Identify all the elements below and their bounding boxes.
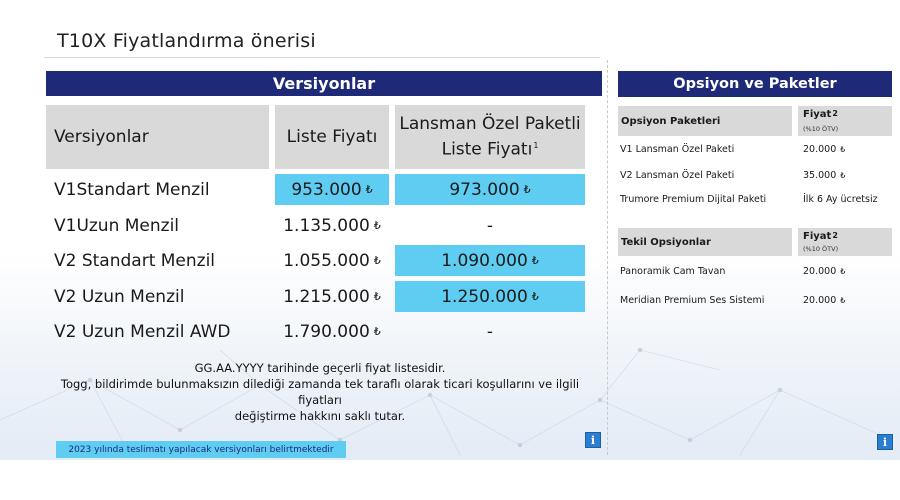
price-value: 953.000 [291, 179, 362, 200]
price-header-label: Fiyat [803, 109, 832, 120]
lira-icon: ₺ [531, 290, 539, 303]
price-value: 1.250.000 [441, 286, 528, 307]
package-name: Trumore Premium Dijital Paketi [620, 193, 767, 205]
list-item-price [803, 166, 892, 184]
launch-price-footnote: 1 [533, 140, 539, 150]
table-row-launch-price [395, 245, 585, 276]
option-price: 20.000 [803, 294, 837, 306]
price-value: 1.215.000 [283, 286, 370, 307]
column-header-versions [46, 105, 269, 169]
version-name: V2 Uzun Menzil AWD [54, 321, 231, 342]
info-icon[interactable]: i [585, 432, 601, 448]
versions-header: Versiyonlar [46, 71, 602, 96]
option-packages-label: Opsiyon Paketleri [621, 115, 721, 127]
list-item [620, 190, 796, 208]
price-value: - [486, 215, 494, 236]
price-value: 1.090.000 [441, 250, 528, 271]
price-value: - [486, 321, 494, 342]
column-header-launch-price-label [395, 114, 585, 161]
table-row-name [54, 210, 269, 241]
disclaimer-line-1: GG.AA.YYYY tarihinde geçerli fiyat listesidir. [194, 361, 446, 375]
table-row-list-price [275, 316, 389, 347]
price-value: 1.135.000 [283, 215, 370, 236]
package-price: 35.000 [803, 169, 837, 181]
list-item-price [803, 190, 892, 208]
price-value: 1.790.000 [283, 321, 370, 342]
option-name: Meridian Premium Ses Sistemi [620, 294, 765, 306]
table-row-launch-price [395, 174, 585, 205]
column-header-list-price-label: Liste Fiyatı [286, 127, 378, 147]
lira-icon: ₺ [840, 144, 846, 154]
title-underline [44, 57, 600, 58]
table-row-name [54, 281, 269, 312]
lira-icon: ₺ [840, 295, 846, 305]
delivery-note-banner [56, 441, 346, 458]
package-name: V2 Lansman Özel Paketi [620, 169, 735, 181]
table-row-list-price [275, 210, 389, 241]
lira-icon: ₺ [373, 325, 381, 338]
disclaimer-line-2: Togg, bildirimde bulunmaksızın dilediği zamanda tek taraflı olarak ticari koşullarını ve ilgili fiyatları [60, 377, 580, 407]
option-packages-header [618, 106, 792, 136]
list-item [620, 262, 796, 280]
table-row-name [54, 174, 269, 205]
lira-icon: ₺ [840, 266, 846, 276]
price-tax-note: (%10 ÖTV) [803, 245, 839, 253]
list-item-price [803, 291, 892, 309]
list-item-price [803, 140, 892, 158]
price-tax-note: (%10 ÖTV) [803, 125, 839, 133]
version-name: V2 Uzun Menzil [54, 286, 185, 307]
column-header-launch-price [395, 105, 585, 169]
version-name: V1Standart Menzil [54, 179, 210, 200]
page-title: T10X Fiyatlandırma önerisi [57, 30, 316, 52]
lira-icon: ₺ [373, 290, 381, 303]
lira-icon: ₺ [523, 183, 531, 196]
options-header: Opsiyon ve Paketler [618, 71, 892, 97]
package-price: İlk 6 Ay ücretsiz [803, 193, 878, 205]
price-value: 973.000 [449, 179, 520, 200]
launch-price-text: Lansman Özel Paketli Liste Fiyatı [399, 113, 581, 160]
table-row-launch-price [395, 210, 585, 241]
list-item [620, 140, 796, 158]
price-footnote: 2 [832, 109, 838, 118]
section-divider [607, 60, 609, 455]
table-row-launch-price [395, 281, 585, 312]
disclaimer-text [40, 360, 600, 424]
price-header-label: Fiyat [803, 231, 832, 242]
table-row-list-price [275, 245, 389, 276]
price-footnote: 2 [832, 231, 838, 240]
table-row-launch-price [395, 316, 585, 347]
delivery-note-text: 2023 yılında teslimatı yapılacak versiyonları belirtmektedir [68, 444, 334, 455]
lira-icon: ₺ [373, 254, 381, 267]
package-name: V1 Lansman Özel Paketi [620, 143, 735, 155]
single-options-label: Tekil Opsiyonlar [621, 236, 711, 248]
list-item [620, 291, 796, 309]
column-header-versions-label: Versiyonlar [54, 127, 149, 147]
price-value: 1.055.000 [283, 250, 370, 271]
single-options-header [618, 228, 792, 256]
info-icon[interactable]: i [877, 434, 893, 450]
lira-icon: ₺ [373, 219, 381, 232]
list-item [620, 166, 796, 184]
table-row-list-price [275, 281, 389, 312]
option-price: 20.000 [803, 265, 837, 277]
list-item-price [803, 262, 892, 280]
lira-icon: ₺ [531, 254, 539, 267]
package-price: 20.000 [803, 143, 837, 155]
table-row-list-price [275, 174, 389, 205]
lira-icon: ₺ [365, 183, 373, 196]
table-row-name [54, 316, 269, 347]
option-name: Panoramik Cam Tavan [620, 265, 726, 277]
version-name: V1Uzun Menzil [54, 215, 180, 236]
disclaimer-line-3: değiştirme hakkını saklı tutar. [234, 409, 406, 423]
column-header-list-price [275, 105, 389, 169]
version-name: V2 Standart Menzil [54, 250, 216, 271]
lira-icon: ₺ [840, 170, 846, 180]
table-row-name [54, 245, 269, 276]
